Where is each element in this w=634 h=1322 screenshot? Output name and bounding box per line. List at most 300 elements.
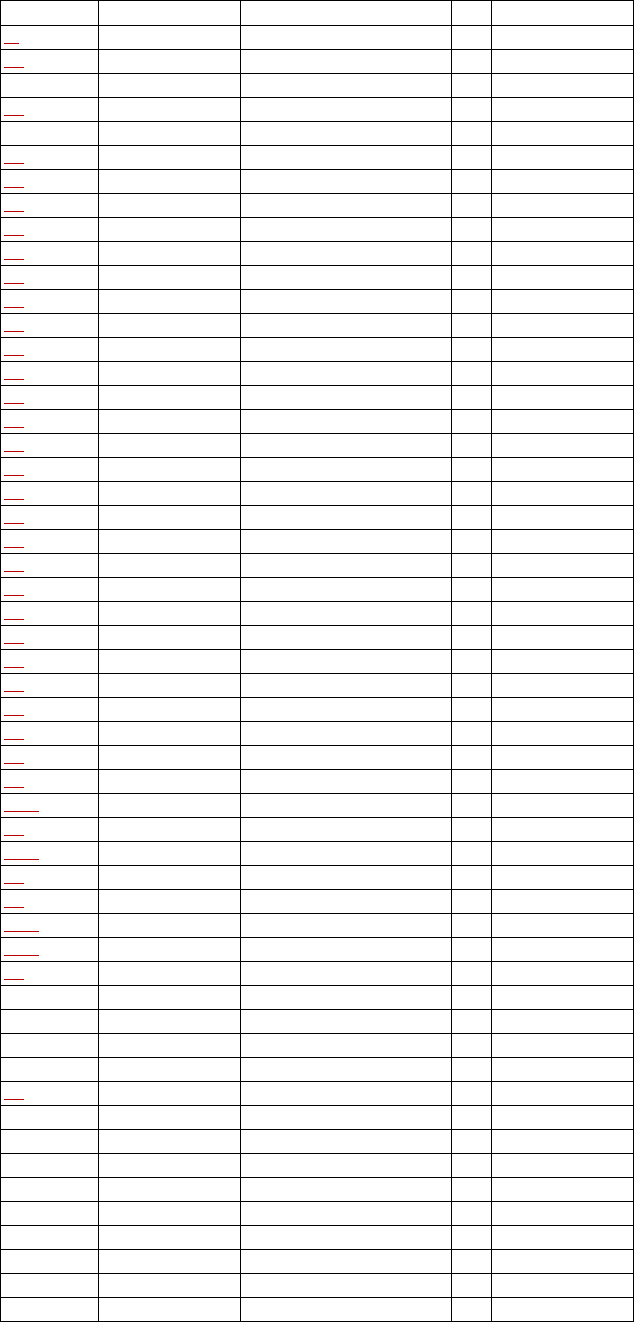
table-cell (492, 170, 634, 194)
hyperlink-underline[interactable] (4, 448, 24, 452)
table-cell (241, 698, 452, 722)
table-cell (1, 1154, 99, 1178)
table-cell (452, 1298, 492, 1322)
table-cell (241, 530, 452, 554)
table-cell (99, 506, 241, 530)
table-cell (452, 50, 492, 74)
table-cell (241, 986, 452, 1010)
table-cell (1, 1178, 99, 1202)
table-cell (492, 218, 634, 242)
table-cell (492, 1178, 634, 1202)
hyperlink-underline[interactable] (4, 904, 24, 908)
table-row (1, 1058, 634, 1082)
table-cell (241, 1, 452, 26)
table-cell[interactable] (1, 434, 99, 458)
table-cell (99, 674, 241, 698)
table-cell (241, 338, 452, 362)
table-cell[interactable] (1, 770, 99, 794)
table-cell (241, 410, 452, 434)
table-cell (99, 290, 241, 314)
hyperlink-underline[interactable] (4, 256, 24, 260)
table-cell[interactable] (1, 314, 99, 338)
hyperlink-underline[interactable] (4, 664, 24, 668)
table-cell (99, 50, 241, 74)
table-cell (241, 554, 452, 578)
table-cell[interactable] (1, 50, 99, 74)
table-cell (492, 434, 634, 458)
table-cell (241, 818, 452, 842)
table-cell (492, 1034, 634, 1058)
table-cell (241, 770, 452, 794)
table-cell[interactable] (1, 530, 99, 554)
header-row (1, 1, 634, 26)
table-cell (99, 122, 241, 146)
table-cell (1, 122, 99, 146)
table-cell (452, 74, 492, 98)
table-cell (492, 698, 634, 722)
table-cell (241, 506, 452, 530)
table-cell (1, 1130, 99, 1154)
table-cell (452, 482, 492, 506)
hyperlink-underline[interactable] (4, 400, 24, 404)
table-cell (99, 338, 241, 362)
table-cell (241, 434, 452, 458)
hyperlink-underline[interactable] (4, 472, 24, 476)
table-row (1, 1154, 634, 1178)
table-cell (1, 1250, 99, 1274)
table-cell (241, 578, 452, 602)
table-cell (452, 146, 492, 170)
table-cell (241, 26, 452, 50)
table-row (1, 386, 634, 410)
table-cell (99, 482, 241, 506)
table-cell[interactable] (1, 602, 99, 626)
table-cell[interactable] (1, 674, 99, 698)
table-cell[interactable] (1, 794, 99, 818)
table-cell (492, 1154, 634, 1178)
table-cell (99, 602, 241, 626)
table-cell (1, 1226, 99, 1250)
table-cell (492, 362, 634, 386)
table-cell[interactable] (1, 866, 99, 890)
table-cell (452, 794, 492, 818)
table-row (1, 242, 634, 266)
table-row (1, 1226, 634, 1250)
table-cell[interactable] (1, 170, 99, 194)
hyperlink-underline[interactable] (4, 184, 24, 188)
table-cell[interactable] (1, 746, 99, 770)
table-row (1, 818, 634, 842)
table-cell (492, 530, 634, 554)
table-row (1, 650, 634, 674)
table-cell[interactable] (1, 458, 99, 482)
table-cell (492, 1, 634, 26)
hyperlink-underline[interactable] (4, 112, 24, 116)
table-cell (99, 1250, 241, 1274)
table-cell (452, 170, 492, 194)
table-cell[interactable] (1, 938, 99, 962)
table-cell (452, 194, 492, 218)
table-cell (492, 914, 634, 938)
table-row (1, 1106, 634, 1130)
table-cell (241, 1058, 452, 1082)
table-row (1, 866, 634, 890)
table-cell (241, 242, 452, 266)
table-cell (452, 722, 492, 746)
table-cell[interactable] (1, 338, 99, 362)
table-cell (241, 842, 452, 866)
table-cell[interactable] (1, 194, 99, 218)
table-cell (452, 290, 492, 314)
table-cell (452, 458, 492, 482)
table-cell (492, 1226, 634, 1250)
hyperlink-underline[interactable] (4, 520, 24, 524)
table-cell[interactable] (1, 386, 99, 410)
table-cell (241, 458, 452, 482)
table-cell (452, 218, 492, 242)
table-row (1, 554, 634, 578)
table-cell (99, 314, 241, 338)
table-cell (452, 1082, 492, 1106)
table-row (1, 170, 634, 194)
table-row (1, 842, 634, 866)
table-cell[interactable] (1, 242, 99, 266)
table-cell (241, 1202, 452, 1226)
table-cell (492, 290, 634, 314)
table-cell (492, 1274, 634, 1298)
hyperlink-underline[interactable] (4, 64, 24, 68)
table-cell (452, 98, 492, 122)
table-cell (241, 1250, 452, 1274)
table-cell (99, 554, 241, 578)
table-cell (452, 1058, 492, 1082)
table-cell[interactable] (1, 890, 99, 914)
table-cell (452, 362, 492, 386)
table-cell (452, 1, 492, 26)
table-cell (99, 146, 241, 170)
table-row (1, 1010, 634, 1034)
table-cell (492, 506, 634, 530)
table-cell (99, 938, 241, 962)
table-cell (492, 194, 634, 218)
table-cell (1, 1274, 99, 1298)
hyperlink-underline[interactable] (4, 328, 24, 332)
table-cell (492, 74, 634, 98)
table-cell (452, 1034, 492, 1058)
table-cell (241, 170, 452, 194)
table-row (1, 290, 634, 314)
hyperlink-underline[interactable] (4, 640, 24, 644)
table-cell (99, 986, 241, 1010)
table-cell (492, 794, 634, 818)
table-cell (99, 218, 241, 242)
table-cell (452, 1274, 492, 1298)
table-cell (241, 1154, 452, 1178)
table-cell (492, 938, 634, 962)
hyperlink-underline[interactable] (4, 544, 24, 548)
table-cell (1, 1010, 99, 1034)
table-cell (1, 1, 99, 26)
table-cell (452, 1106, 492, 1130)
table-cell (241, 1226, 452, 1250)
table-cell (241, 650, 452, 674)
table-cell (99, 1226, 241, 1250)
table-cell (99, 386, 241, 410)
hyperlink-underline[interactable] (4, 760, 24, 764)
table-cell[interactable] (1, 698, 99, 722)
table-row (1, 1130, 634, 1154)
table-row (1, 1274, 634, 1298)
hyperlink-underline[interactable] (4, 976, 24, 980)
table-row (1, 194, 634, 218)
table-row (1, 770, 634, 794)
table-body (1, 1, 634, 1322)
table-row (1, 482, 634, 506)
table-cell (452, 1226, 492, 1250)
table-cell[interactable] (1, 266, 99, 290)
table-cell[interactable] (1, 482, 99, 506)
table-row (1, 1034, 634, 1058)
table-cell (99, 98, 241, 122)
table-cell (99, 530, 241, 554)
table-cell[interactable] (1, 818, 99, 842)
table-cell (99, 1130, 241, 1154)
hyperlink-underline[interactable] (4, 952, 39, 956)
table-cell (241, 866, 452, 890)
table-cell (99, 434, 241, 458)
table-cell (452, 242, 492, 266)
table-row (1, 98, 634, 122)
table-row (1, 338, 634, 362)
table-cell (241, 482, 452, 506)
table-cell (241, 98, 452, 122)
table-row (1, 458, 634, 482)
table-cell (492, 842, 634, 866)
table-cell (452, 650, 492, 674)
hyperlink-underline[interactable] (4, 712, 24, 716)
table-cell (99, 1058, 241, 1082)
table-row (1, 794, 634, 818)
table-cell (99, 890, 241, 914)
hyperlink-underline[interactable] (4, 592, 24, 596)
table-cell (492, 26, 634, 50)
table-row (1, 1082, 634, 1106)
table-cell (492, 146, 634, 170)
hyperlink-underline[interactable] (4, 832, 24, 836)
table-cell (452, 746, 492, 770)
table-cell (452, 554, 492, 578)
hyperlink-underline[interactable] (4, 880, 24, 884)
table-row (1, 962, 634, 986)
table-cell (492, 554, 634, 578)
table-cell (241, 146, 452, 170)
table-cell (99, 242, 241, 266)
table-cell (452, 818, 492, 842)
table-cell (492, 1058, 634, 1082)
table-cell (452, 626, 492, 650)
table-row (1, 578, 634, 602)
table-row (1, 722, 634, 746)
table-cell (452, 26, 492, 50)
table-cell (241, 938, 452, 962)
table-cell (241, 194, 452, 218)
table-cell (99, 1298, 241, 1322)
table-cell (492, 266, 634, 290)
table-cell (492, 602, 634, 626)
table-cell (452, 1154, 492, 1178)
table-cell[interactable] (1, 506, 99, 530)
table-cell (99, 1202, 241, 1226)
hyperlink-underline[interactable] (4, 688, 24, 692)
table-cell (452, 842, 492, 866)
table-cell (492, 650, 634, 674)
table-cell (452, 506, 492, 530)
table-cell (99, 866, 241, 890)
hyperlink-underline[interactable] (4, 424, 24, 428)
table-cell (492, 578, 634, 602)
table-cell[interactable] (1, 146, 99, 170)
hyperlink-underline[interactable] (4, 304, 24, 308)
table-cell (99, 1082, 241, 1106)
table-cell (492, 1130, 634, 1154)
table-cell (492, 458, 634, 482)
table-cell (492, 962, 634, 986)
hyperlink-underline[interactable] (4, 280, 24, 284)
table-cell[interactable] (1, 410, 99, 434)
table-cell (241, 1178, 452, 1202)
table-row (1, 122, 634, 146)
table-cell[interactable] (1, 626, 99, 650)
hyperlink-underline[interactable] (4, 40, 19, 44)
hyperlink-underline[interactable] (4, 568, 24, 572)
table-cell[interactable] (1, 218, 99, 242)
table-row (1, 746, 634, 770)
table-cell (99, 410, 241, 434)
table-cell (492, 1202, 634, 1226)
table-cell (99, 962, 241, 986)
hyperlink-underline[interactable] (4, 376, 24, 380)
table-cell (241, 122, 452, 146)
hyperlink-underline[interactable] (4, 352, 24, 356)
table-cell (492, 1250, 634, 1274)
table-row (1, 674, 634, 698)
hyperlink-underline[interactable] (4, 736, 24, 740)
hyperlink-underline[interactable] (4, 1096, 24, 1100)
table-cell (241, 962, 452, 986)
hyperlink-underline[interactable] (4, 160, 24, 164)
table-cell (492, 986, 634, 1010)
table-cell (452, 314, 492, 338)
table-cell (241, 914, 452, 938)
table-cell[interactable] (1, 914, 99, 938)
table-cell (452, 890, 492, 914)
table-cell (492, 746, 634, 770)
table-row (1, 146, 634, 170)
table-cell (241, 1082, 452, 1106)
table-cell[interactable] (1, 962, 99, 986)
table-row (1, 314, 634, 338)
table-row (1, 626, 634, 650)
hyperlink-underline[interactable] (4, 616, 24, 620)
table-cell (99, 1034, 241, 1058)
table-cell[interactable] (1, 578, 99, 602)
table-cell (99, 1274, 241, 1298)
table-row (1, 50, 634, 74)
table-cell[interactable] (1, 290, 99, 314)
table-cell (452, 1250, 492, 1274)
table-cell (492, 890, 634, 914)
hyperlink-underline[interactable] (4, 928, 39, 932)
table-row (1, 986, 634, 1010)
table-cell (99, 770, 241, 794)
table-row (1, 602, 634, 626)
table-cell (99, 1178, 241, 1202)
table-cell[interactable] (1, 98, 99, 122)
hyperlink-underline[interactable] (4, 208, 24, 212)
table-row (1, 698, 634, 722)
table-row (1, 1178, 634, 1202)
table-cell (241, 1274, 452, 1298)
table-cell (1, 1106, 99, 1130)
table-cell[interactable] (1, 650, 99, 674)
table-row (1, 1298, 634, 1322)
table-cell (99, 458, 241, 482)
table-cell (99, 1106, 241, 1130)
table-cell (492, 122, 634, 146)
table-cell[interactable] (1, 842, 99, 866)
table-cell (241, 626, 452, 650)
table-cell (241, 266, 452, 290)
table-cell[interactable] (1, 362, 99, 386)
table-cell[interactable] (1, 554, 99, 578)
table-cell (99, 794, 241, 818)
hyperlink-underline[interactable] (4, 808, 39, 812)
table-cell (492, 98, 634, 122)
table-cell (452, 266, 492, 290)
table-cell (1, 1202, 99, 1226)
table-cell (99, 818, 241, 842)
table-cell (452, 578, 492, 602)
table-cell (241, 1130, 452, 1154)
table-cell (99, 74, 241, 98)
hyperlink-underline[interactable] (4, 856, 39, 860)
table-row (1, 890, 634, 914)
table-cell (492, 314, 634, 338)
table-row (1, 1202, 634, 1226)
table-cell[interactable] (1, 26, 99, 50)
table-cell (492, 1082, 634, 1106)
table-cell (1, 1058, 99, 1082)
table-cell (452, 938, 492, 962)
table-row (1, 410, 634, 434)
table-cell[interactable] (1, 1082, 99, 1106)
hyperlink-underline[interactable] (4, 496, 24, 500)
table-cell (99, 170, 241, 194)
table-row (1, 74, 634, 98)
table-cell (452, 866, 492, 890)
table-cell (99, 650, 241, 674)
hyperlink-underline[interactable] (4, 232, 24, 236)
table-row (1, 434, 634, 458)
table-cell (492, 410, 634, 434)
table-cell[interactable] (1, 722, 99, 746)
table-cell (99, 26, 241, 50)
table-cell (452, 1178, 492, 1202)
table-cell (99, 722, 241, 746)
hyperlink-underline[interactable] (4, 784, 24, 788)
table-cell (99, 842, 241, 866)
table-cell (99, 626, 241, 650)
